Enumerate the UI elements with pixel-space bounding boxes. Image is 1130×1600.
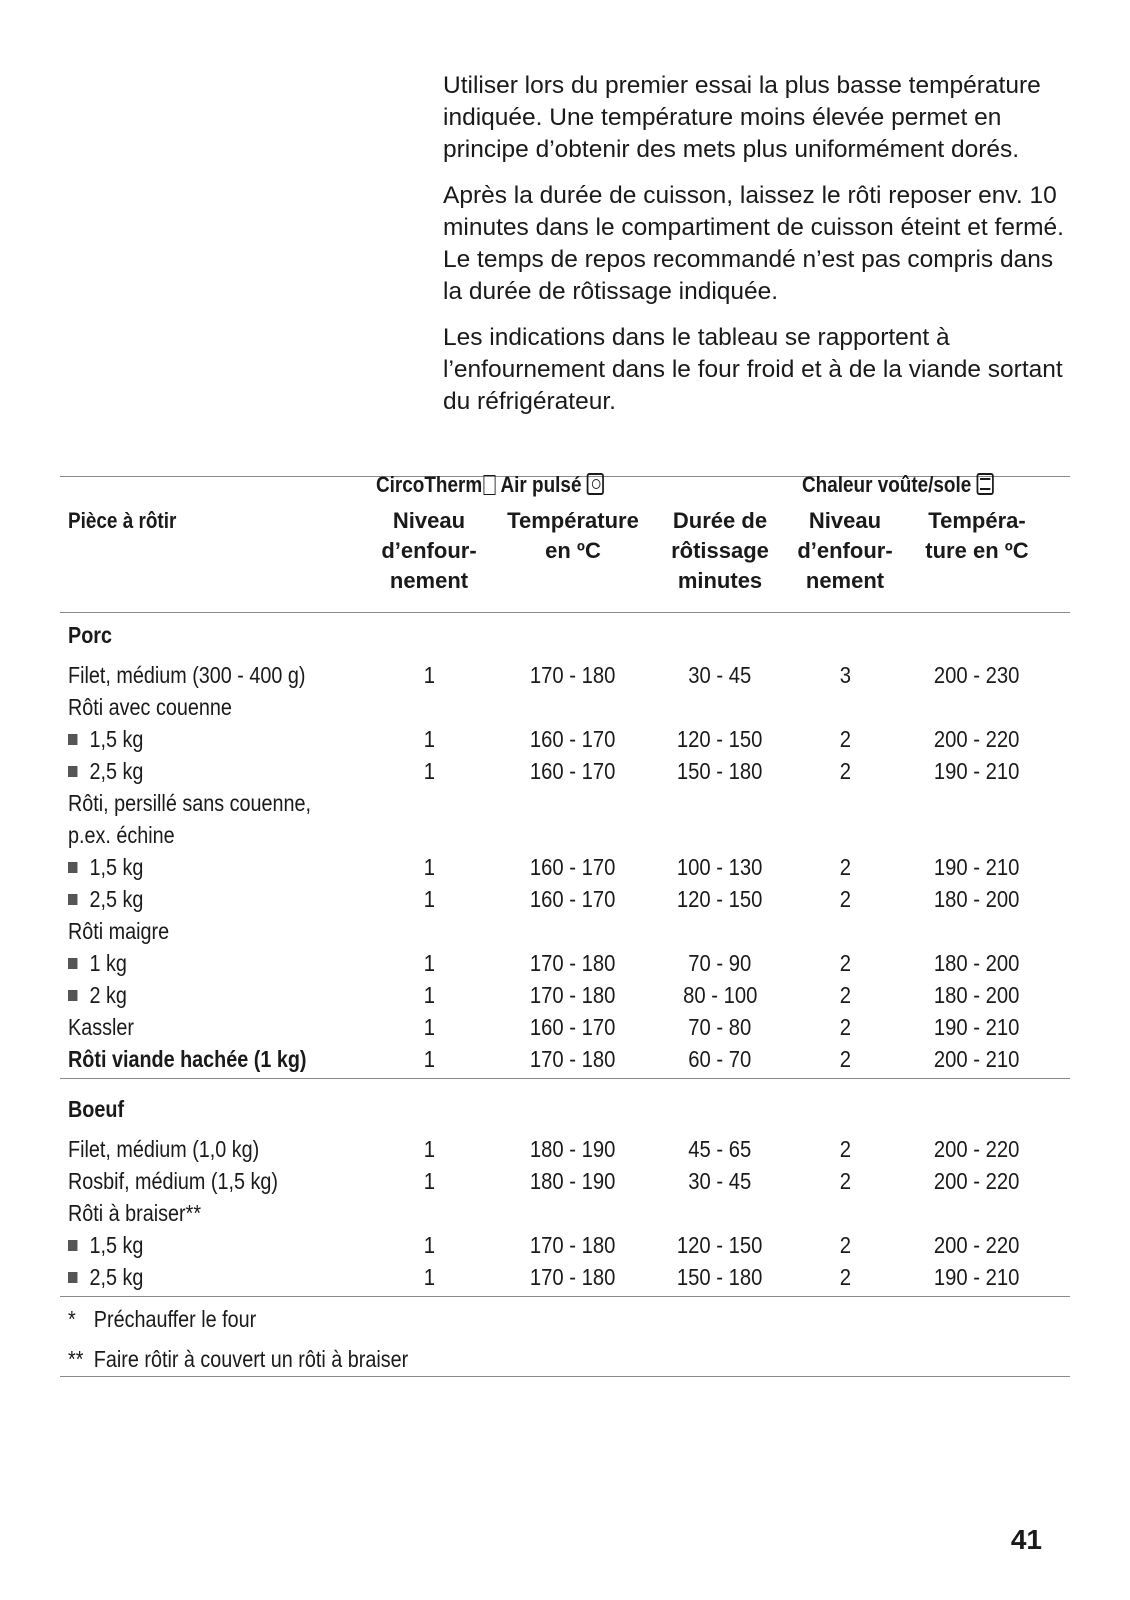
cell-t2: 190 - 210 bbox=[934, 758, 1020, 784]
cell-n1: 1 bbox=[423, 886, 435, 912]
group-header-top-bottom bbox=[802, 470, 1025, 500]
cell-t2: 190 - 210 bbox=[934, 1264, 1020, 1290]
cell-d: 30 - 45 bbox=[688, 1168, 752, 1194]
row-label: 1 kg bbox=[68, 948, 136, 978]
row-label: Rôti, persillé sans couenne, bbox=[68, 790, 312, 816]
cell-t2: 190 - 210 bbox=[934, 854, 1020, 880]
cell-n2: 2 bbox=[839, 1168, 851, 1194]
cell-t1: 170 - 180 bbox=[530, 950, 616, 976]
intro-paragraph-2: Après la durée de cuisson, laissez le rôti reposer env. 10 minutes dans le compartiment de cuisson éteint et fermé. Le temps de repos recommandé n’est pas compris dans la durée de rôtissage indiquée. bbox=[443, 182, 1064, 305]
footnote: ** Faire rôtir à couvert un rôti à braiser bbox=[68, 1346, 409, 1372]
footnote: * Préchauffer le four bbox=[68, 1306, 257, 1332]
header-bottom-rule bbox=[60, 612, 1070, 613]
section-rule bbox=[60, 1078, 1070, 1079]
cell-d: 120 - 150 bbox=[677, 886, 763, 912]
row-label: Rôti avec couenne bbox=[68, 694, 232, 720]
header-temperature-2: Tempéra- ture en ºC bbox=[925, 508, 1029, 563]
cell-t1: 180 - 190 bbox=[530, 1136, 616, 1162]
cell-n2: 2 bbox=[839, 1136, 851, 1162]
cell-t1: 170 - 180 bbox=[530, 1264, 616, 1290]
row-label: 1,5 kg bbox=[68, 1230, 156, 1260]
row-label: 2 kg bbox=[68, 980, 136, 1010]
row-label: Rôti viande hachée (1 kg) bbox=[68, 1046, 307, 1072]
cell-t2: 180 - 200 bbox=[934, 982, 1020, 1008]
cell-d: 120 - 150 bbox=[677, 726, 763, 752]
table-bottom-rule bbox=[60, 1376, 1070, 1377]
fan-icon bbox=[587, 473, 604, 495]
cell-n2: 2 bbox=[839, 950, 851, 976]
bullet-square-icon bbox=[68, 734, 77, 745]
cell-t2: 190 - 210 bbox=[934, 1014, 1020, 1040]
header-niveau-2: Niveau d’enfour- nement bbox=[797, 508, 893, 593]
cell-t1: 160 - 170 bbox=[530, 1014, 616, 1040]
cell-d: 150 - 180 bbox=[677, 1264, 763, 1290]
cell-n1: 1 bbox=[423, 1046, 435, 1072]
cell-n1: 1 bbox=[423, 950, 435, 976]
cell-n1: 1 bbox=[423, 982, 435, 1008]
cell-t2: 200 - 230 bbox=[934, 662, 1020, 688]
cell-t1: 160 - 170 bbox=[530, 726, 616, 752]
page-number: 41 bbox=[1010, 1524, 1042, 1555]
bullet-square-icon bbox=[68, 766, 77, 777]
bullet-square-icon bbox=[68, 990, 77, 1001]
cell-n2: 2 bbox=[839, 758, 851, 784]
row-label: Kassler bbox=[68, 1014, 134, 1040]
circotherm-icon bbox=[484, 475, 496, 495]
cell-n2: 2 bbox=[839, 1014, 851, 1040]
header-temperature-1: Température en ºC bbox=[507, 508, 639, 563]
row-label: p.ex. échine bbox=[68, 822, 175, 848]
group2-label: Chaleur voûte/sole bbox=[802, 472, 972, 497]
cell-n1: 1 bbox=[423, 726, 435, 752]
header-duree: Durée de rôtissage minutes bbox=[671, 508, 769, 593]
cell-d: 100 - 130 bbox=[677, 854, 763, 880]
row-label: 2,5 kg bbox=[68, 756, 156, 786]
group1b-label: Air pulsé bbox=[500, 472, 582, 497]
cell-t1: 160 - 170 bbox=[530, 854, 616, 880]
intro-text bbox=[443, 70, 1073, 432]
cell-n1: 1 bbox=[423, 1264, 435, 1290]
cell-t2: 200 - 220 bbox=[934, 1136, 1020, 1162]
row-label: 1,5 kg bbox=[68, 852, 156, 882]
cell-d: 80 - 100 bbox=[682, 982, 758, 1008]
cell-d: 70 - 80 bbox=[688, 1014, 752, 1040]
top-bottom-heat-icon bbox=[976, 473, 993, 495]
cell-n1: 1 bbox=[423, 1232, 435, 1258]
bullet-square-icon bbox=[68, 1272, 77, 1283]
cell-n2: 2 bbox=[839, 854, 851, 880]
cell-n2: 2 bbox=[839, 726, 851, 752]
cell-t1: 160 - 170 bbox=[530, 758, 616, 784]
cell-t2: 180 - 200 bbox=[934, 950, 1020, 976]
cell-n1: 1 bbox=[423, 1136, 435, 1162]
cell-n2: 2 bbox=[839, 982, 851, 1008]
cell-n2: 3 bbox=[839, 662, 851, 688]
cell-t1: 160 - 170 bbox=[530, 886, 616, 912]
cell-d: 150 - 180 bbox=[677, 758, 763, 784]
intro-paragraph-1: Utiliser lors du premier essai la plus basse température indiquée. Une température moins élevée permet en principe d’obtenir des mets plus uniformément dorés. bbox=[443, 72, 1041, 163]
cell-d: 120 - 150 bbox=[677, 1232, 763, 1258]
bullet-square-icon bbox=[68, 862, 77, 873]
row-label: Rôti à braiser** bbox=[68, 1200, 202, 1226]
cell-t2: 200 - 220 bbox=[934, 1232, 1020, 1258]
cell-n1: 1 bbox=[423, 1014, 435, 1040]
cell-n2: 2 bbox=[839, 1232, 851, 1258]
group1-label: CircoTherm bbox=[376, 472, 483, 497]
cell-t1: 180 - 190 bbox=[530, 1168, 616, 1194]
cell-n1: 1 bbox=[423, 854, 435, 880]
cell-n2: 2 bbox=[839, 1046, 851, 1072]
cell-t2: 200 - 220 bbox=[934, 726, 1020, 752]
row-label: Rosbif, médium (1,5 kg) bbox=[68, 1168, 278, 1194]
cell-t1: 170 - 180 bbox=[530, 982, 616, 1008]
cell-n2: 2 bbox=[839, 886, 851, 912]
bullet-square-icon bbox=[68, 958, 77, 969]
cell-n1: 1 bbox=[423, 1168, 435, 1194]
cell-d: 30 - 45 bbox=[688, 662, 752, 688]
cell-t1: 170 - 180 bbox=[530, 662, 616, 688]
cell-n1: 1 bbox=[423, 758, 435, 784]
header-niveau-1: Niveau d’enfour- nement bbox=[381, 508, 477, 593]
bullet-square-icon bbox=[68, 894, 77, 905]
bullet-square-icon bbox=[68, 1240, 77, 1251]
cell-d: 60 - 70 bbox=[688, 1046, 752, 1072]
cell-t2: 180 - 200 bbox=[934, 886, 1020, 912]
cell-t1: 170 - 180 bbox=[530, 1232, 616, 1258]
row-label: Rôti maigre bbox=[68, 918, 170, 944]
row-label: 1,5 kg bbox=[68, 724, 156, 754]
cell-t2: 200 - 220 bbox=[934, 1168, 1020, 1194]
row-label: Filet, médium (1,0 kg) bbox=[68, 1136, 260, 1162]
row-label: 2,5 kg bbox=[68, 1262, 156, 1292]
section-rule bbox=[60, 1296, 1070, 1297]
cell-t2: 200 - 210 bbox=[934, 1046, 1020, 1072]
section-title: Boeuf bbox=[68, 1096, 125, 1122]
cell-d: 45 - 65 bbox=[688, 1136, 752, 1162]
cell-n1: 1 bbox=[423, 662, 435, 688]
section-title: Porc bbox=[68, 622, 112, 648]
cell-d: 70 - 90 bbox=[688, 950, 752, 976]
row-label: Filet, médium (300 - 400 g) bbox=[68, 662, 306, 688]
group-header-circotherm bbox=[376, 470, 641, 500]
cell-t1: 170 - 180 bbox=[530, 1046, 616, 1072]
cell-n2: 2 bbox=[839, 1264, 851, 1290]
header-piece: Pièce à rôtir bbox=[68, 508, 177, 533]
row-label: 2,5 kg bbox=[68, 884, 156, 914]
intro-paragraph-3: Les indications dans le tableau se rapportent à l’enfournement dans le four froid et à de la viande sortant du réfrigérateur. bbox=[443, 324, 1063, 415]
